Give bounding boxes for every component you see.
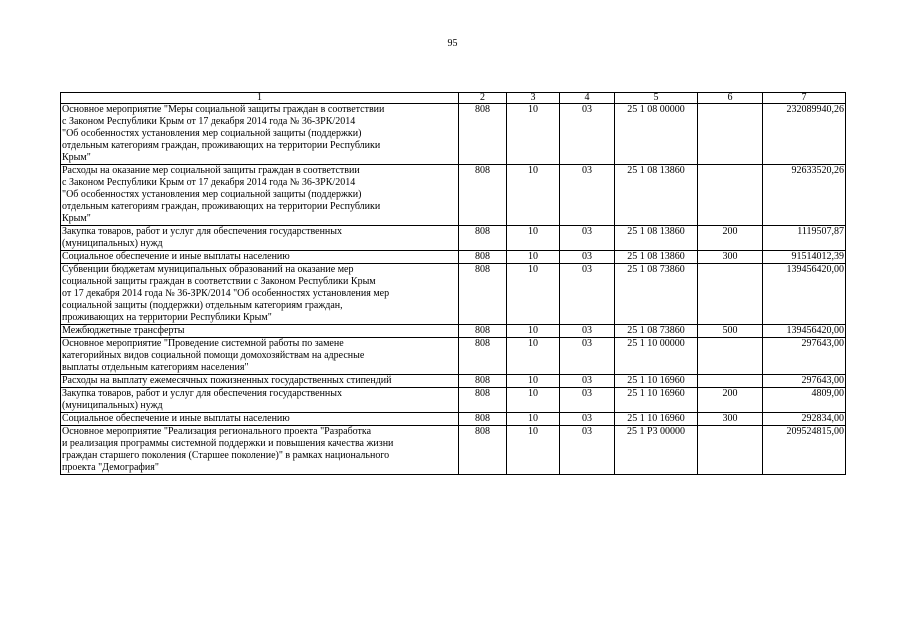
row-section: 10 <box>507 413 560 426</box>
row-subsection: 03 <box>560 165 615 226</box>
table-row <box>61 264 846 325</box>
row-gr-code: 808 <box>459 375 507 388</box>
row-description: Основное мероприятие "Реализация регионального проекта "Разработка и реализация программы системной поддержки и повышения качества жизни граждан старшего поколения (Старшее поколение)" в рамках национального проекта "Демография" <box>61 426 459 475</box>
row-section: 10 <box>507 338 560 375</box>
row-target-article: 25 1 08 13860 <box>615 251 698 264</box>
header-row <box>61 93 846 104</box>
row-gr-code: 808 <box>459 388 507 413</box>
row-gr-code: 808 <box>459 325 507 338</box>
row-sum: 232089940,26 <box>763 104 846 165</box>
row-subsection: 03 <box>560 251 615 264</box>
row-expense-type: 300 <box>698 251 763 264</box>
row-expense-type <box>698 426 763 475</box>
row-sum: 1119507,87 <box>763 226 846 251</box>
row-subsection: 03 <box>560 325 615 338</box>
row-section: 10 <box>507 426 560 475</box>
row-description: Расходы на выплату ежемесячных пожизненных государственных стипендий <box>61 375 459 388</box>
row-sum: 292834,00 <box>763 413 846 426</box>
row-description: Расходы на оказание мер социальной защиты граждан в соответствии с Законом Республики Крым от 17 декабря 2014 года № 36-ЗРК/2014 "Об особенностях установления мер социальной защиты (поддержки) отдельным категориям граждан, проживающих на территории Республики Крым" <box>61 165 459 226</box>
row-subsection: 03 <box>560 413 615 426</box>
row-target-article: 25 1 10 16960 <box>615 413 698 426</box>
row-target-article: 25 1 08 73860 <box>615 325 698 338</box>
row-description: Основное мероприятие "Меры социальной защиты граждан в соответствии с Законом Республики Крым от 17 декабря 2014 года № 36-ЗРК/2014 "Об особенностях установления мер социальной защиты (поддержки) отдельным категориям граждан, проживающих на территории Республики Крым" <box>61 104 459 165</box>
table-row <box>61 338 846 375</box>
row-sum: 91514012,39 <box>763 251 846 264</box>
row-description: Межбюджетные трансферты <box>61 325 459 338</box>
row-expense-type: 200 <box>698 226 763 251</box>
row-section: 10 <box>507 375 560 388</box>
header-col-3: 3 <box>507 93 560 104</box>
row-sum: 92633520,26 <box>763 165 846 226</box>
table-row <box>61 426 846 475</box>
row-section: 10 <box>507 226 560 251</box>
row-subsection: 03 <box>560 338 615 375</box>
row-target-article: 25 1 10 16960 <box>615 388 698 413</box>
table-row <box>61 251 846 264</box>
row-expense-type: 200 <box>698 388 763 413</box>
row-section: 10 <box>507 325 560 338</box>
row-subsection: 03 <box>560 264 615 325</box>
row-gr-code: 808 <box>459 264 507 325</box>
row-sum: 297643,00 <box>763 375 846 388</box>
table-row <box>61 375 846 388</box>
table-row <box>61 388 846 413</box>
row-target-article: 25 1 10 00000 <box>615 338 698 375</box>
table-row <box>61 325 846 338</box>
row-sum: 297643,00 <box>763 338 846 375</box>
row-expense-type <box>698 264 763 325</box>
table-row <box>61 413 846 426</box>
row-sum: 209524815,00 <box>763 426 846 475</box>
header-col-1: 1 <box>61 93 459 104</box>
row-description: Субвенции бюджетам муниципальных образований на оказание мер социальной защиты граждан в соответствии с Законом Республики Крым от 17 декабря 2014 года № 36-ЗРК/2014 "Об особенностях установления мер социальной защиты (поддержки) отдельным категориям граждан, проживающих на территории Республики Крым" <box>61 264 459 325</box>
header-col-2: 2 <box>459 93 507 104</box>
row-section: 10 <box>507 165 560 226</box>
row-gr-code: 808 <box>459 226 507 251</box>
row-gr-code: 808 <box>459 426 507 475</box>
row-target-article: 25 1 08 13860 <box>615 165 698 226</box>
row-gr-code: 808 <box>459 413 507 426</box>
row-description: Закупка товаров, работ и услуг для обеспечения государственных (муниципальных) нужд <box>61 388 459 413</box>
table-row <box>61 104 846 165</box>
row-section: 10 <box>507 264 560 325</box>
row-subsection: 03 <box>560 375 615 388</box>
row-target-article: 25 1 P3 00000 <box>615 426 698 475</box>
row-subsection: 03 <box>560 388 615 413</box>
row-expense-type <box>698 165 763 226</box>
row-section: 10 <box>507 388 560 413</box>
row-description: Социальное обеспечение и иные выплаты населению <box>61 413 459 426</box>
row-description: Социальное обеспечение и иные выплаты населению <box>61 251 459 264</box>
row-target-article: 25 1 10 16960 <box>615 375 698 388</box>
row-gr-code: 808 <box>459 338 507 375</box>
row-gr-code: 808 <box>459 251 507 264</box>
row-subsection: 03 <box>560 426 615 475</box>
row-subsection: 03 <box>560 104 615 165</box>
row-expense-type <box>698 104 763 165</box>
row-sum: 4809,00 <box>763 388 846 413</box>
budget-table <box>60 92 846 475</box>
header-col-5: 5 <box>615 93 698 104</box>
row-description: Закупка товаров, работ и услуг для обеспечения государственных (муниципальных) нужд <box>61 226 459 251</box>
row-expense-type: 300 <box>698 413 763 426</box>
row-section: 10 <box>507 251 560 264</box>
row-sum: 139456420,00 <box>763 325 846 338</box>
row-section: 10 <box>507 104 560 165</box>
row-description: Основное мероприятие "Проведение системной работы по замене категорийных видов социальной помощи домохозяйствам на адресные выплаты отдельным категориям населения" <box>61 338 459 375</box>
row-gr-code: 808 <box>459 104 507 165</box>
row-target-article: 25 1 08 73860 <box>615 264 698 325</box>
table-row <box>61 226 846 251</box>
table-row <box>61 165 846 226</box>
row-expense-type <box>698 375 763 388</box>
row-subsection: 03 <box>560 226 615 251</box>
row-expense-type <box>698 338 763 375</box>
page-number: 95 <box>447 38 458 49</box>
row-target-article: 25 1 08 13860 <box>615 226 698 251</box>
header-col-4: 4 <box>560 93 615 104</box>
header-col-6: 6 <box>698 93 763 104</box>
row-sum: 139456420,00 <box>763 264 846 325</box>
row-expense-type: 500 <box>698 325 763 338</box>
row-gr-code: 808 <box>459 165 507 226</box>
row-target-article: 25 1 08 00000 <box>615 104 698 165</box>
header-col-7: 7 <box>763 93 846 104</box>
